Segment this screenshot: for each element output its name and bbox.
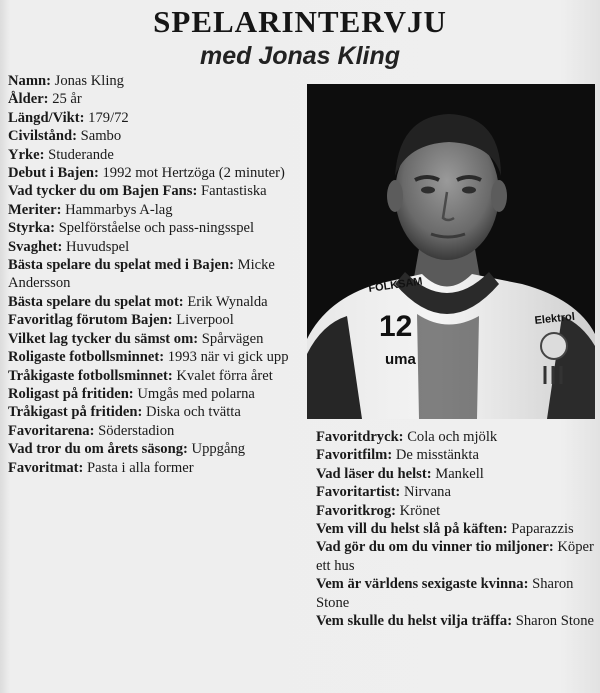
question: Favoritmat: (8, 459, 84, 476)
answer: Uppgång (191, 441, 246, 458)
qa-item (8, 219, 300, 237)
answer: 1993 när vi gick upp (167, 349, 289, 366)
player-photo (307, 84, 595, 419)
question: Vad tycker du om Bajen Fans: (8, 183, 198, 200)
sponsor-text: FOLKSAM (367, 275, 424, 295)
question: Favoritdryck: (316, 429, 404, 445)
question: Vem är världens sexigaste kvinna: (316, 576, 529, 593)
question: Styrka: (8, 220, 56, 237)
qa-item (8, 311, 300, 329)
answer: Huvudspel (65, 238, 130, 255)
kit-brand-text: uma (385, 351, 416, 368)
answer: Sambo (80, 128, 122, 145)
question: Roligast på fritiden: (8, 385, 134, 402)
interview-left-column (8, 72, 300, 477)
question: Debut i Bajen: (8, 165, 99, 182)
answer: Diska och tvätta (145, 404, 241, 421)
jersey-number: 12 (379, 310, 413, 343)
question: Tråkigast på fritiden: (8, 404, 143, 421)
qa-item (8, 146, 300, 164)
question: Längd/Vikt: (8, 109, 85, 126)
qa-item (8, 238, 300, 256)
qa-item (8, 127, 300, 145)
answer: Umgås med polarna (137, 385, 255, 402)
answer: Spelförståelse och pass-ningsspel (58, 220, 255, 237)
answer: Köper ett hus (316, 539, 594, 574)
answer: Sharon Stone (316, 576, 574, 611)
question: Favoritlag förutom Bajen: (8, 312, 173, 329)
qa-item (8, 385, 300, 403)
page-subtitle: med Jonas Kling (199, 42, 401, 70)
question: Tråkigaste fotbollsminnet: (8, 367, 173, 384)
qa-item (316, 483, 600, 501)
question: Svaghet: (8, 238, 63, 255)
chest-text: Elektrol (534, 310, 576, 327)
qa-item (8, 422, 300, 440)
question: Vilket lag tycker du sämst om: (8, 330, 199, 347)
question: Bästa spelare du spelat mot: (8, 293, 184, 310)
qa-item (8, 367, 300, 385)
answer: 179/72 (88, 109, 129, 126)
page-title: SPELARINTERVJU (153, 4, 447, 39)
answer: Söderstadion (98, 422, 175, 439)
question: Vad läser du helst: (316, 465, 432, 482)
answer: Liverpool (176, 312, 234, 329)
answer: Jonas Kling (54, 73, 124, 89)
qa-item (8, 330, 300, 348)
qa-item (316, 520, 600, 538)
answer: Paparazzis (511, 521, 574, 538)
qa-item (316, 428, 600, 446)
question: Meriter: (8, 201, 62, 218)
question: Namn: (8, 73, 51, 89)
answer: Nirvana (403, 484, 451, 501)
question: Bästa spelare du spelat med i Bajen: (8, 257, 234, 274)
answer: 25 år (52, 91, 82, 108)
question: Vad gör du om du vinner tio miljoner: (316, 539, 554, 556)
answer: 1992 mot Hertzöga (2 minuter) (102, 165, 285, 182)
answer: Erik Wynalda (187, 293, 268, 310)
qa-item (8, 109, 300, 127)
qa-item (8, 201, 300, 219)
qa-item (8, 348, 300, 366)
qa-item (8, 164, 300, 182)
qa-item (8, 182, 300, 200)
question: Favoritkrog: (316, 502, 396, 519)
question: Favoritartist: (316, 484, 401, 501)
question: Vem skulle du helst vilja träffa: (316, 613, 513, 630)
interview-right-column (316, 428, 600, 630)
question: Yrke: (8, 146, 45, 163)
qa-item (316, 575, 600, 612)
question: Vad tror du om årets säsong: (8, 441, 188, 458)
question: Favoritarena: (8, 422, 95, 439)
qa-item (316, 446, 600, 464)
player-portrait-graphic (307, 84, 595, 419)
qa-item (316, 538, 600, 575)
qa-item (8, 459, 300, 477)
qa-item (8, 90, 300, 108)
qa-item (316, 465, 600, 483)
question: Ålder: (8, 91, 49, 108)
question: Civilstånd: (8, 128, 77, 145)
answer: Spårvägen (201, 330, 264, 347)
qa-item (8, 293, 300, 311)
answer: Cola och mjölk (407, 429, 498, 445)
qa-item (8, 440, 300, 458)
answer: Mankell (435, 465, 484, 482)
qa-item (8, 72, 300, 90)
answer: Micke Andersson (8, 257, 275, 292)
answer: Sharon Stone (515, 613, 594, 630)
question: Favoritfilm: (316, 447, 393, 464)
answer: Hammarbys A-lag (65, 201, 173, 218)
qa-item (8, 403, 300, 421)
qa-item (8, 256, 300, 293)
qa-item (316, 612, 600, 630)
answer: Pasta i alla former (87, 459, 194, 476)
question: Vem vill du helst slå på käften: (316, 521, 508, 538)
answer: Fantastiska (201, 183, 267, 200)
qa-item (316, 502, 600, 520)
question: Roligaste fotbollsminnet: (8, 349, 165, 366)
answer: Kvalet förra året (176, 367, 273, 384)
answer: Krönet (399, 502, 441, 519)
answer: Studerande (48, 146, 114, 163)
answer: De misstänkta (395, 447, 479, 464)
